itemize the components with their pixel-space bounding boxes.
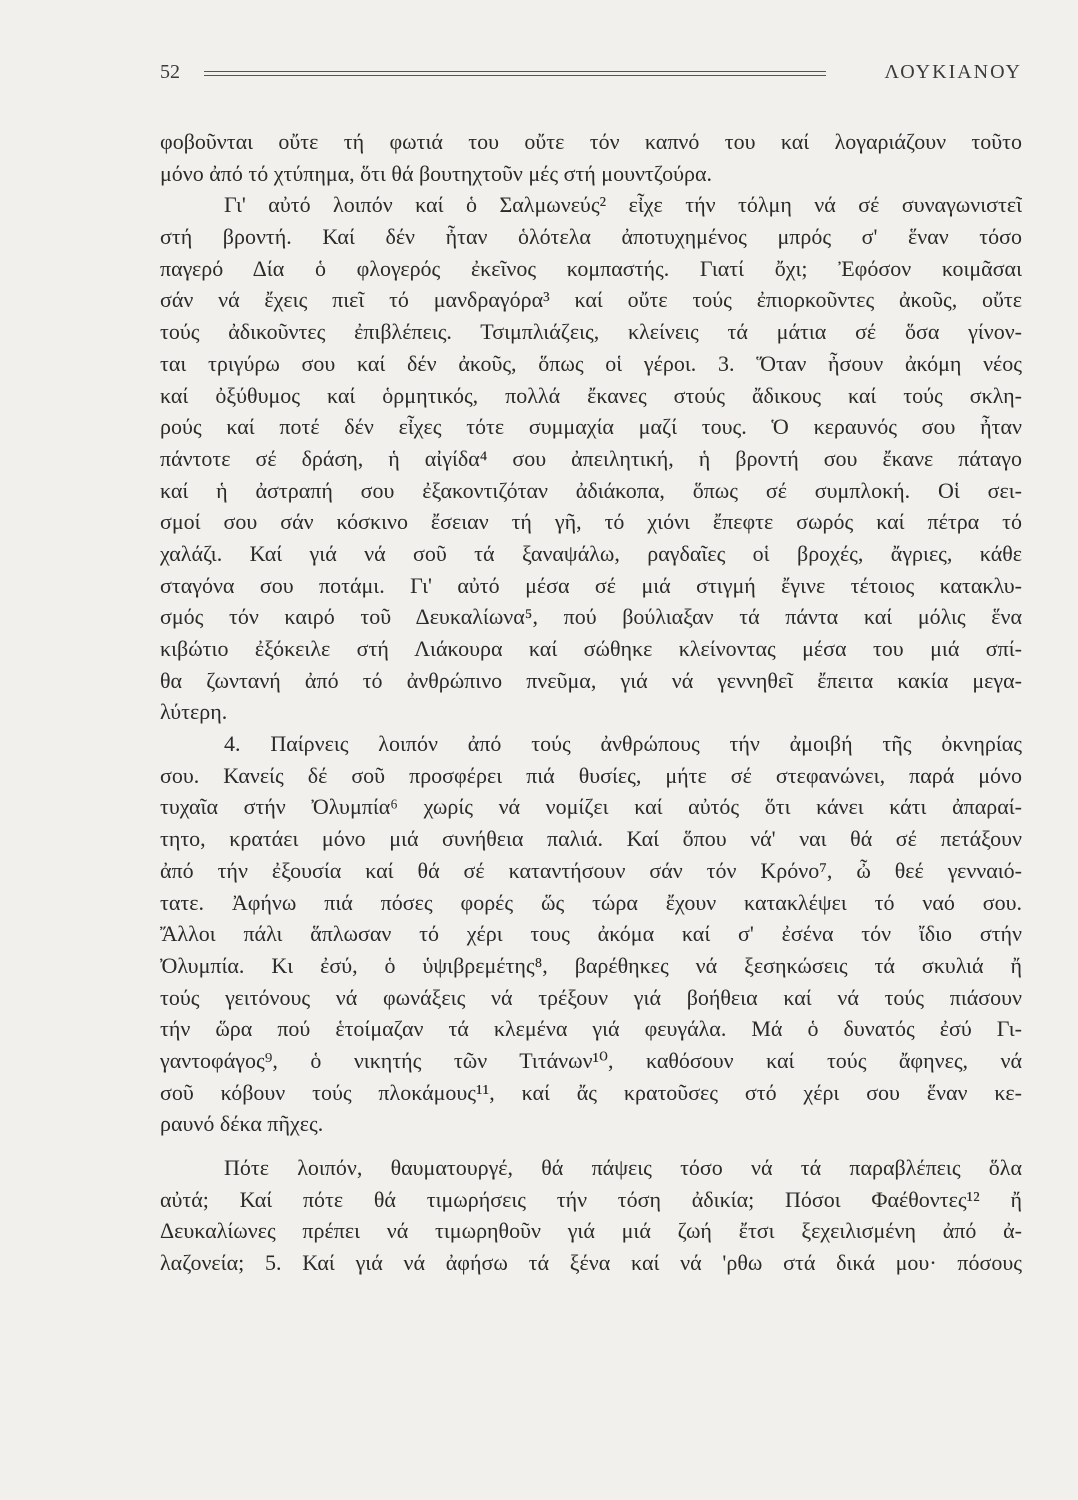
text-line: λαζονεία; 5. Καί γιά νά ἀφήσω τά ξένα καί νά 'ρθω στά δικά μου· πόσους bbox=[160, 1250, 1022, 1276]
text-line: σάν νά ἔχεις πιεῖ τό μανδραγόρα³ καί οὔτε τούς ἐπιορκοῦντες ἀκοῦς, οὔτε bbox=[160, 287, 1022, 313]
text-line: σταγόνα σου ποτάμι. Γι' αὐτό μέσα σέ μιά στιγμή ἔγινε τέτοιος κατακλυ- bbox=[160, 572, 1022, 598]
text-line: πάντοτε σέ δράση, ἡ αἰγίδα⁴ σου ἀπειλητική, ἡ βροντή σου ἔκανε πάταγο bbox=[160, 445, 1022, 471]
text-line: μόνο ἀπό τό χτύπημα, ὅτι θά βουτηχτοῦν μές στή μουντζούρα. bbox=[160, 160, 712, 186]
text-line: καί ὀξύθυμος καί ὁρμητικός, πολλά ἔκανες στούς ἄδικους καί τούς σκλη- bbox=[160, 382, 1022, 408]
text-line: σμοί σου σάν κόσκινο ἔσειαν τή γῆ, τό χιόνι ἔπεφτε σωρός καί πέτρα τό bbox=[160, 509, 1022, 535]
text-line: τατε. Ἀφήνω πιά πόσες φορές ὥς τώρα ἔχουν κατακλέψει τό ναό σου. bbox=[160, 889, 1022, 915]
text-line: στή βροντή. Καί δέν ἦταν ὁλότελα ἀποτυχημένος μπρός σ' ἕναν τόσο bbox=[160, 224, 1022, 250]
text-line: γαντοφάγος⁹, ὁ νικητής τῶν Τιτάνων¹⁰, καθόσουν καί τούς ἄφηνες, νά bbox=[160, 1047, 1022, 1073]
text-line: τήν ὥρα πού ἑτοίμαζαν τά κλεμένα γιά φευγάλα. Μά ὁ δυνατός ἐσύ Γι- bbox=[160, 1016, 1022, 1042]
text-line: σμός τόν καιρό τοῦ Δευκαλίωνα⁵, πού βούλιαξαν τά πάντα καί μόλις ἕνα bbox=[160, 604, 1022, 630]
text-line: ραυνό δέκα πῆχες. bbox=[160, 1111, 324, 1137]
running-head: ΛΟΥΚΙΑΝΟΥ bbox=[884, 61, 1022, 83]
text-line: ρούς καί ποτέ δέν εἶχες τότε συμμαχία μαζί τους. Ὁ κεραυνός σου ἦταν bbox=[160, 414, 1022, 440]
page-header bbox=[160, 57, 1022, 87]
text-line: φοβοῦνται οὔτε τή φωτιά του οὔτε τόν καπνό του καί λογαριάζουν τοῦτο bbox=[160, 129, 1022, 154]
text-line: 4. Παίρνεις λοιπόν ἀπό τούς ἀνθρώπους τήν ἀμοιβή τῆς ὀκνηρίας bbox=[224, 731, 1022, 757]
text-line: θα ζωντανή ἀπό τό ἀνθρώπινο πνεῦμα, γιά νά γεννηθεῖ ἔπειτα κακία μεγα- bbox=[160, 667, 1022, 693]
header-rule bbox=[204, 71, 826, 76]
text-line: σοῦ κόβουν τούς πλοκάμους¹¹, καί ἄς κρατοῦσες στό χέρι σου ἕναν κε- bbox=[160, 1079, 1022, 1105]
text-line: χαλάζι. Καί γιά νά σοῦ τά ξαναψάλω, ραγδαῖες οἱ βροχές, ἄγριες, κάθε bbox=[160, 540, 1022, 566]
text-line: τούς γειτόνους νά φωνάξεις νά τρέξουν γιά βοήθεια καί νά τούς πιάσουν bbox=[160, 984, 1022, 1010]
text-line: κιβώτιο ἐξόκειλε στή Λιάκουρα καί σώθηκε κλείνοντας μέσα του μιά σπί- bbox=[160, 636, 1022, 661]
text-line: Δευκαλίωνες πρέπει νά τιμωρηθοῦν γιά μιά ζωή ἔτσι ξεχειλισμένη ἀπό ἀ- bbox=[160, 1218, 1022, 1244]
text-line: Ὀλυμπία. Κι ἐσύ, ὁ ὑψιβρεμέτης⁸, βαρέθηκες νά ξεσηκώσεις τά σκυλιά ἤ bbox=[160, 952, 1022, 978]
text-line: τυχαῖα στήν Ὀλυμπία⁶ χωρίς νά νομίζει καί αὐτός ὅτι κάνει κάτι ἀπαραί- bbox=[160, 794, 1022, 820]
text-line: τούς ἀδικοῦντες ἐπιβλέπεις. Τσιμπλιάζεις, κλείνεις τά μάτια σέ ὅσα γίνον- bbox=[160, 319, 1022, 345]
text-line: παγερό Δία ὁ φλογερός ἐκεῖνος κομπαστής. Γιατί ὄχι; Ἐφόσον κοιμᾶσαι bbox=[160, 255, 1022, 281]
text-line: αὐτά; Καί πότε θά τιμωρήσεις τήν τόση ἀδικία; Πόσοι Φαέθοντες¹² ἤ bbox=[160, 1186, 1022, 1212]
text-line: λύτερη. bbox=[160, 699, 228, 725]
page-number: 52 bbox=[160, 61, 180, 83]
body-text bbox=[160, 126, 1022, 1279]
text-line: Ἄλλοι πάλι ἅπλωσαν τό χέρι τους ἀκόμα καί σ' ἐσένα τόν ἴδιο στήν bbox=[160, 921, 1022, 947]
text-line: Γι' αὐτό λοιπόν καί ὁ Σαλμωνεύς² εἶχε τήν τόλμη νά σέ συναγωνιστεῖ bbox=[224, 192, 1022, 218]
text-line: καί ἡ ἀστραπή σου ἐξακοντιζόταν ἀδιάκοπα, ὅπως σέ συμπλοκή. Οἱ σει- bbox=[160, 477, 1022, 503]
text-line: σου. Κανείς δέ σοῦ προσφέρει πιά θυσίες, μήτε σέ στεφανώνει, παρά μόνο bbox=[160, 762, 1022, 788]
text-line: Πότε λοιπόν, θαυματουργέ, θά πάψεις τόσο νά τά παραβλέπεις ὅλα bbox=[224, 1155, 1022, 1180]
text-line: ἀπό τήν ἐξουσία καί θά σέ καταντήσουν σάν τόν Κρόνο⁷, ὦ θεέ γενναιό- bbox=[160, 857, 1022, 883]
text-line: ται τριγύρω σου καί δέν ἀκοῦς, ὅπως οἱ γέροι. 3. Ὅταν ἦσουν ἀκόμη νέος bbox=[160, 350, 1022, 376]
text-line: τητο, κρατάει μόνο μιά συνήθεια παλιά. Καί ὅπου νά' ναι θά σέ πετάξουν bbox=[160, 826, 1022, 852]
